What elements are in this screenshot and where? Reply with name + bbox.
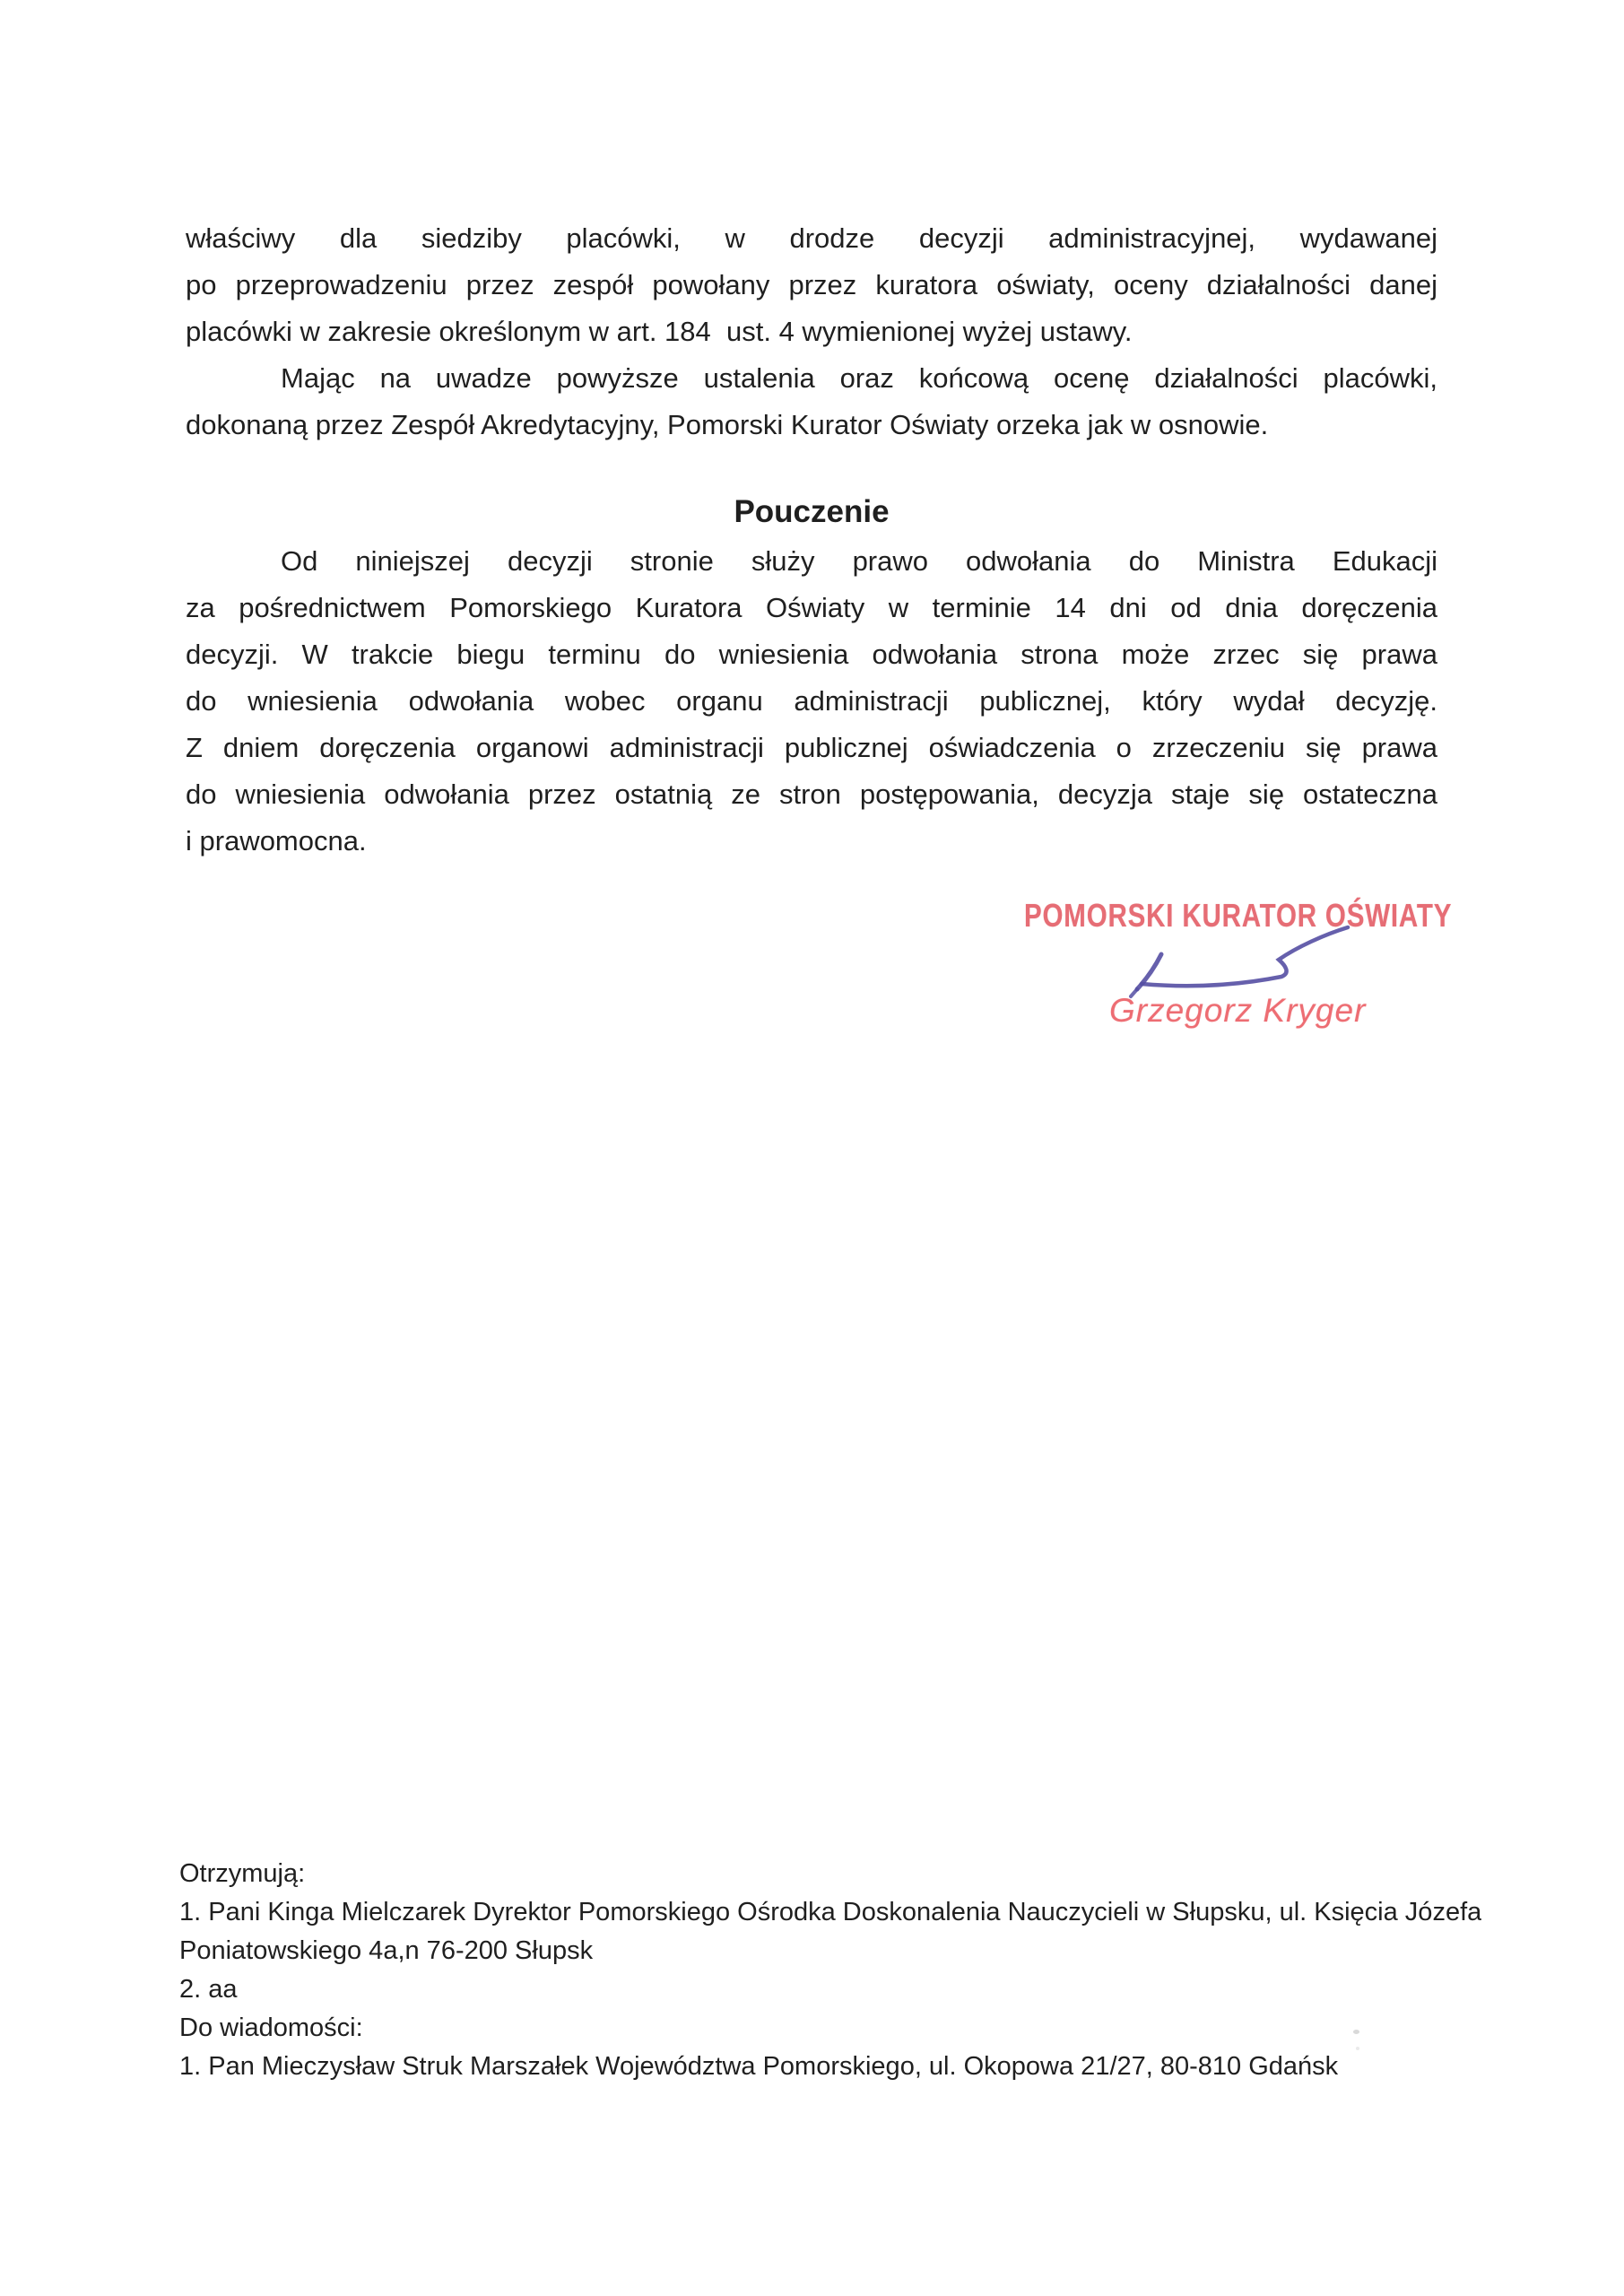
paragraph-3-line: Od niniejszej decyzji stronie służy prawo odwołania do Ministra Edukacji	[281, 545, 1437, 577]
paragraph-1-line: placówki w zakresie określonym w art. 184 ust. 4 wymienionej wyżej ustawy.	[186, 316, 1133, 347]
distribution-line: 2. aa	[179, 1975, 238, 2004]
signer-name-stamp: Grzegorz Kryger	[1109, 992, 1367, 1029]
paragraph-2-line: dokonaną przez Zespół Akredytacyjny, Pomorski Kurator Oświaty orzeka jak w osnowie.	[186, 409, 1269, 440]
paragraph-3-line: do wniesienia odwołania przez ostatnią ze stron postępowania, decyzja staje się ostateczna	[186, 778, 1437, 810]
scan-artifact	[1353, 2030, 1359, 2034]
official-stamp-title: POMORSKI KURATOR OŚWIATY	[1024, 897, 1453, 934]
paragraph-3-line: za pośrednictwem Pomorskiego Kuratora Oświaty w terminie 14 dni od dnia doręczenia	[186, 592, 1437, 623]
paragraph-1-line: po przeprowadzeniu przez zespół powołany przez kuratora oświaty, oceny działalności danej	[186, 269, 1437, 300]
document-body	[186, 215, 1437, 865]
distribution-heading: Otrzymują:	[179, 1859, 306, 1888]
paragraph-1-line: właściwy dla siedziby placówki, w drodze decyzji administracyjnej, wydawanej	[186, 222, 1437, 254]
distribution-list	[179, 1855, 1481, 2086]
cc-heading: Do wiadomości:	[179, 2013, 363, 2042]
paragraph-3-line: Z dniem doręczenia organowi administracji publicznej oświadczenia o zrzeczeniu się prawa	[186, 732, 1437, 763]
scan-artifact	[1356, 2047, 1359, 2050]
paragraph-2-line: Mając na uwadze powyższe ustalenia oraz końcową ocenę działalności placówki,	[281, 362, 1437, 394]
paragraph-3-line: decyzji. W trakcie biegu terminu do wniesienia odwołania strona może zrzec się prawa	[186, 639, 1437, 670]
paragraph-3-line: do wniesienia odwołania wobec organu administracji publicznej, który wydał decyzję.	[186, 685, 1437, 717]
section-heading: Pouczenie	[734, 494, 890, 529]
distribution-line: 1. Pani Kinga Mielczarek Dyrektor Pomorskiego Ośrodka Doskonalenia Nauczycieli w Słupsku, ul. Księcia Józefa	[179, 1898, 1482, 1926]
cc-line: 1. Pan Mieczysław Struk Marszałek Województwa Pomorskiego, ul. Okopowa 21/27, 80-810 Gdańsk	[179, 2052, 1339, 2081]
distribution-line: Poniatowskiego 4a,n 76-200 Słupsk	[179, 1936, 594, 1965]
paragraph-3-line: i prawomocna.	[186, 825, 367, 857]
